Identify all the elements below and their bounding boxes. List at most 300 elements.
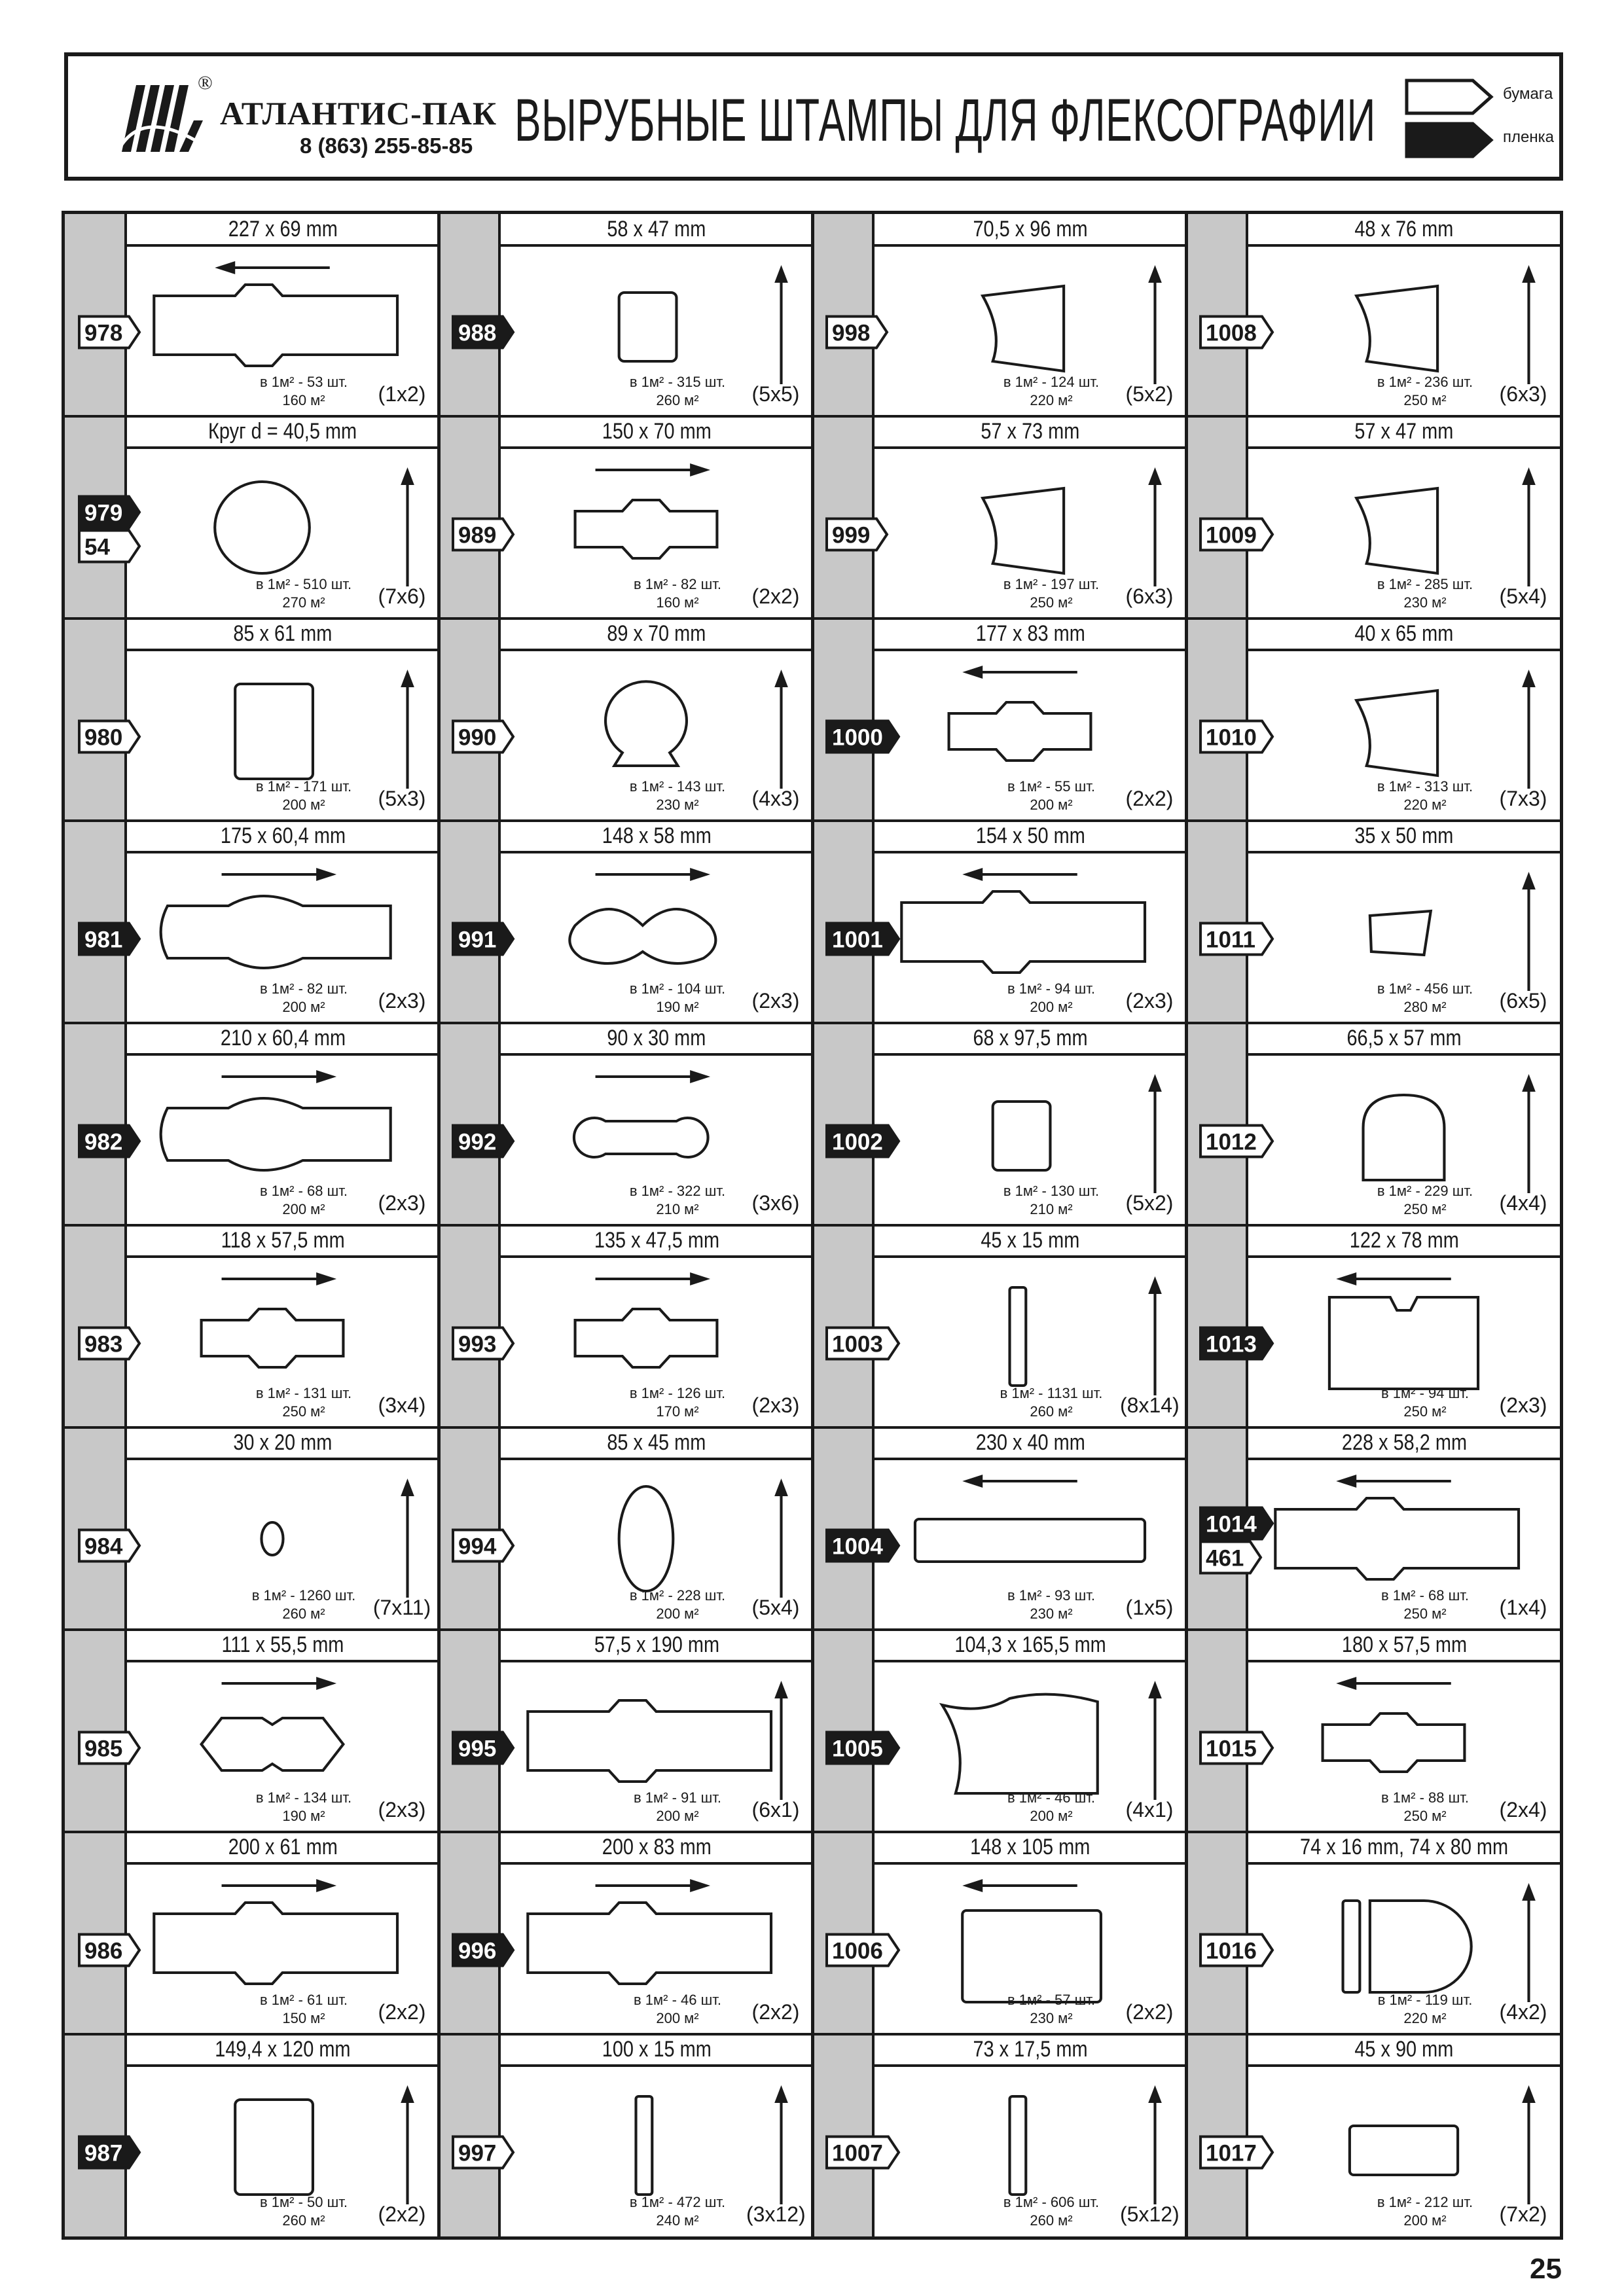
area-value: 250 м² (1403, 1201, 1447, 1217)
stamp-dimensions-text: 45 x 15 mm (981, 1228, 1080, 1253)
atlantis-pak-logo-icon (119, 81, 208, 154)
area-value: 200 м² (282, 797, 325, 813)
stamp-cell (65, 1427, 439, 1630)
yield-per-sqm: в 1м² - 46 шт. (633, 1992, 722, 2008)
stamp-layout: (3x12) (746, 2202, 806, 2226)
area-value: 230 м² (1030, 2010, 1073, 2026)
svg-text:1000: 1000 (832, 725, 883, 751)
svg-text:1011: 1011 (1206, 927, 1255, 953)
stamp-dimensions-text: Круг d = 40,5 mm (208, 419, 357, 444)
registered-mark: ® (198, 72, 213, 94)
svg-text:998: 998 (832, 320, 871, 346)
svg-text:989: 989 (458, 522, 497, 548)
direction-arrow-icon (401, 670, 414, 789)
stamp-dimensions (1248, 1225, 1560, 1258)
stamp-dimensions (875, 1832, 1186, 1865)
stamp-layout: (5x5) (751, 382, 800, 406)
stamp-cell (812, 619, 1186, 821)
stamp-cell (65, 821, 439, 1023)
area-value: 230 м² (1030, 1605, 1073, 1622)
stamp-layout: (2x2) (751, 584, 800, 608)
direction-arrow-icon (1148, 1074, 1162, 1193)
stamp-layout: (4x4) (1499, 1191, 1547, 1215)
stamp-cell (65, 1023, 439, 1225)
yield-per-sqm: в 1м² - 119 шт. (1377, 1992, 1473, 2008)
stamp-layout: (5x12) (1120, 2202, 1180, 2226)
yield-per-sqm: в 1м² - 53 шт. (259, 374, 348, 390)
stamp-cell (812, 821, 1186, 1023)
stamp-dimensions-text: 68 x 97,5 mm (973, 1026, 1088, 1050)
stamp-dimensions (127, 1427, 439, 1460)
stamp-yield (1356, 373, 1494, 410)
stamp-dimensions (127, 619, 439, 651)
stamp-yield (609, 373, 746, 410)
stamp-dimensions-text: 177 x 83 mm (975, 621, 1085, 646)
row-divider (65, 415, 439, 418)
row-divider (1186, 819, 1560, 822)
stamp-dimensions-text: 85 x 61 mm (233, 621, 333, 646)
row-divider (439, 415, 812, 418)
area-value: 250 м² (1403, 392, 1447, 408)
stamp-dimensions-text: 57 x 73 mm (981, 419, 1080, 444)
direction-arrow-icon (596, 1070, 711, 1083)
direction-arrow-icon (222, 1272, 337, 1285)
stamp-dimensions-text: 228 x 58,2 mm (1341, 1430, 1467, 1455)
stamp-dimensions-text: 104,3 x 165,5 mm (954, 1632, 1106, 1657)
stamp-dimensions (1248, 1832, 1560, 1865)
stamp-layout: (4x2) (1499, 2000, 1547, 2024)
stamp-dimensions (1248, 1023, 1560, 1056)
stamp-layout: (2x3) (378, 989, 426, 1013)
yield-per-sqm: в 1м² - 61 шт. (259, 1992, 348, 2008)
stamp-dimensions-text: 200 x 61 mm (228, 1835, 338, 1859)
stamp-layout: (1x5) (1125, 1596, 1174, 1619)
area-value: 210 м² (1030, 1201, 1073, 1217)
stamp-dimensions-text: 175 x 60,4 mm (220, 823, 346, 848)
stamp-yield (235, 980, 372, 1016)
stamp-dimensions-text: 118 x 57,5 mm (221, 1228, 345, 1253)
stamp-cell (812, 214, 1186, 416)
area-value: 160 м² (656, 594, 699, 611)
yield-per-sqm: в 1м² - 315 шт. (629, 374, 726, 390)
yield-per-sqm: в 1м² - 228 шт. (629, 1587, 726, 1604)
area-value: 190 м² (656, 999, 699, 1015)
area-value: 260 м² (1030, 2212, 1073, 2229)
stamp-yield (235, 2193, 372, 2230)
row-divider (439, 1426, 812, 1429)
area-value: 250 м² (1403, 1808, 1447, 1824)
yield-per-sqm: в 1м² - 88 шт. (1380, 1789, 1470, 1806)
direction-arrow-icon (962, 1879, 1077, 1892)
stamp-cell (65, 1630, 439, 1832)
area-value: 250 м² (1030, 594, 1073, 611)
stamp-cell (1186, 214, 1560, 416)
yield-per-sqm: в 1м² - 236 шт. (1377, 374, 1473, 390)
row-divider (65, 1628, 439, 1631)
direction-arrow-icon (1148, 265, 1162, 384)
stamp-yield (1356, 980, 1494, 1016)
stamp-layout: (7x2) (1499, 2202, 1547, 2226)
row-divider (812, 1224, 1186, 1227)
stamp-layout: (7x11) (372, 1596, 431, 1619)
svg-text:995: 995 (458, 1736, 497, 1762)
stamp-dimensions-text: 154 x 50 mm (975, 823, 1085, 848)
stamp-dimensions (1248, 1630, 1560, 1662)
stamp-yield (609, 778, 746, 814)
row-divider (65, 819, 439, 822)
yield-per-sqm: в 1м² - 472 шт. (629, 2194, 726, 2210)
stamp-yield (983, 980, 1120, 1016)
yield-per-sqm: в 1м² - 143 шт. (629, 778, 726, 795)
direction-arrow-icon (1148, 467, 1162, 586)
area-value: 270 м² (282, 594, 325, 611)
stamp-yield (983, 373, 1120, 410)
yield-per-sqm: в 1м² - 82 шт. (633, 576, 722, 592)
stamp-cell (439, 1630, 812, 1832)
stamp-yield (983, 1789, 1120, 1825)
stamp-dimensions (501, 1832, 812, 1865)
row-divider (812, 1426, 1186, 1429)
stamp-cell (439, 1832, 812, 2034)
stamp-layout: (2x2) (378, 2000, 426, 2024)
area-value: 240 м² (656, 2212, 699, 2229)
yield-per-sqm: в 1м² - 197 шт. (1003, 576, 1100, 592)
stamp-yield (983, 1991, 1120, 2028)
stamp-yield (1356, 1384, 1494, 1421)
stamp-dimensions (875, 214, 1186, 247)
stamp-dimensions (501, 2034, 812, 2067)
stamp-dimensions (501, 1225, 812, 1258)
stamp-cell (812, 416, 1186, 619)
svg-text:1015: 1015 (1206, 1736, 1257, 1762)
film-legend-icon (1405, 122, 1496, 158)
material-legend (1405, 76, 1562, 168)
stamp-yield (1356, 1587, 1494, 1623)
area-value: 260 м² (1030, 1403, 1073, 1420)
stamp-layout: (2x2) (751, 2000, 800, 2024)
stamp-dimensions-text: 122 x 78 mm (1349, 1228, 1459, 1253)
area-value: 210 м² (656, 1201, 699, 1217)
yield-per-sqm: в 1м² - 313 шт. (1377, 778, 1473, 795)
stamp-dimensions-text: 227 x 69 mm (228, 217, 338, 242)
legend-label-film: пленка (1503, 128, 1554, 146)
stamp-dimensions (501, 214, 812, 247)
svg-text:461: 461 (1206, 1545, 1244, 1571)
stamp-cell (1186, 1023, 1560, 1225)
stamp-dimensions-text: 30 x 20 mm (233, 1430, 333, 1455)
stamp-yield (235, 1384, 372, 1421)
stamp-dimensions-text: 148 x 58 mm (602, 823, 712, 848)
stamp-dimensions-text: 230 x 40 mm (975, 1430, 1085, 1455)
stamp-yield (609, 1384, 746, 1421)
stamp-layout: (5x4) (751, 1596, 800, 1619)
svg-text:984: 984 (84, 1534, 123, 1560)
svg-text:1012: 1012 (1206, 1129, 1257, 1155)
stamp-yield (1356, 575, 1494, 612)
column-divider (437, 214, 441, 2236)
stamp-layout: (2x2) (378, 2202, 426, 2226)
stamp-layout: (3x6) (751, 1191, 800, 1215)
yield-per-sqm: в 1м² - 124 шт. (1003, 374, 1100, 390)
direction-arrow-icon (222, 868, 337, 881)
row-divider (1186, 1628, 1560, 1631)
stamp-layout: (6x5) (1499, 989, 1547, 1013)
stamp-dimensions-text: 74 x 16 mm, 74 x 80 mm (1299, 1835, 1509, 1859)
direction-arrow-icon (774, 1479, 788, 1598)
yield-per-sqm: в 1м² - 68 шт. (259, 1183, 348, 1199)
direction-arrow-icon (222, 1879, 337, 1892)
stamp-cell (439, 2034, 812, 2236)
stamp-yield (235, 373, 372, 410)
stamp-layout: (2x3) (1125, 989, 1174, 1013)
row-divider (439, 819, 812, 822)
stamp-dimensions (1248, 416, 1560, 449)
row-divider (1186, 617, 1560, 620)
yield-per-sqm: в 1м² - 55 шт. (1007, 778, 1096, 795)
yield-per-sqm: в 1м² - 212 шт. (1377, 2194, 1473, 2210)
direction-arrow-icon (1522, 670, 1536, 789)
stamp-cell (1186, 619, 1560, 821)
row-divider (1186, 2033, 1560, 2036)
stamp-cell (439, 1225, 812, 1427)
yield-per-sqm: в 1м² - 134 шт. (255, 1789, 352, 1806)
svg-text:978: 978 (84, 320, 123, 346)
yield-per-sqm: в 1м² - 82 шт. (259, 980, 348, 997)
stamp-dimensions-text: 180 x 57,5 mm (1341, 1632, 1467, 1657)
stamp-cell (1186, 1225, 1560, 1427)
area-value: 200 м² (282, 999, 325, 1015)
row-divider (812, 819, 1186, 822)
svg-text:980: 980 (84, 725, 123, 751)
svg-text:1001: 1001 (832, 927, 883, 953)
stamp-dimensions (501, 1023, 812, 1056)
direction-arrow-icon (1336, 1272, 1451, 1285)
stamp-layout: (2x3) (751, 1393, 800, 1417)
row-divider (65, 1224, 439, 1227)
stamp-yield (609, 1587, 746, 1623)
stamp-yield (983, 778, 1120, 814)
stamp-cell (65, 619, 439, 821)
direction-arrow-icon (1522, 1883, 1536, 2002)
stamp-dimensions (127, 1832, 439, 1865)
svg-text:54: 54 (84, 534, 110, 560)
stamp-dimensions (1248, 821, 1560, 853)
stamp-dimensions-text: 40 x 65 mm (1354, 621, 1454, 646)
yield-per-sqm: в 1м² - 1260 шт. (251, 1587, 356, 1604)
svg-text:1005: 1005 (832, 1736, 883, 1762)
area-value: 190 м² (282, 1808, 325, 1824)
stamp-yield (235, 1587, 372, 1623)
svg-text:987: 987 (84, 2140, 123, 2166)
row-divider (812, 1628, 1186, 1631)
direction-arrow-icon (401, 2085, 414, 2204)
area-value: 230 м² (656, 797, 699, 813)
yield-per-sqm: в 1м² - 93 шт. (1007, 1587, 1096, 1604)
stamp-yield (609, 2193, 746, 2230)
stamp-yield (1356, 1991, 1494, 2028)
stamp-cell (65, 1832, 439, 2034)
direction-arrow-icon (962, 868, 1077, 881)
stamp-yield (1356, 1789, 1494, 1825)
stamp-layout: (2x2) (1125, 2000, 1174, 2024)
svg-text:1016: 1016 (1206, 1938, 1257, 1964)
yield-per-sqm: в 1м² - 130 шт. (1003, 1183, 1100, 1199)
svg-text:1007: 1007 (832, 2140, 883, 2166)
yield-per-sqm: в 1м² - 94 шт. (1380, 1385, 1470, 1401)
stamp-layout: (2x4) (1499, 1798, 1547, 1821)
stamp-dimensions (127, 1225, 439, 1258)
yield-per-sqm: в 1м² - 94 шт. (1007, 980, 1096, 997)
stamp-cell (1186, 1832, 1560, 2034)
row-divider (439, 1831, 812, 1833)
stamp-dimensions-text: 70,5 x 96 mm (973, 217, 1088, 242)
svg-text:986: 986 (84, 1938, 123, 1964)
stamp-catalog-grid (62, 211, 1563, 2240)
row-divider (812, 2033, 1186, 2036)
svg-text:990: 990 (458, 725, 497, 751)
stamp-layout: (4x1) (1125, 1798, 1174, 1821)
svg-text:982: 982 (84, 1129, 123, 1155)
stamp-dimensions-text: 35 x 50 mm (1354, 823, 1454, 848)
stamp-cell (812, 1225, 1186, 1427)
svg-text:994: 994 (458, 1534, 497, 1560)
row-divider (1186, 1224, 1560, 1227)
stamp-yield (983, 2193, 1120, 2230)
area-value: 170 м² (656, 1403, 699, 1420)
yield-per-sqm: в 1м² - 126 шт. (629, 1385, 726, 1401)
area-value: 220 м² (1403, 797, 1447, 813)
stamp-dimensions (127, 214, 439, 247)
stamp-yield (235, 1789, 372, 1825)
catalog-column (65, 214, 439, 2236)
stamp-yield (235, 1182, 372, 1219)
svg-text:1008: 1008 (1206, 320, 1257, 346)
stamp-cell (1186, 2034, 1560, 2236)
svg-text:1002: 1002 (832, 1129, 883, 1155)
stamp-cell (812, 1630, 1186, 1832)
row-divider (439, 617, 812, 620)
stamp-dimensions (127, 821, 439, 853)
svg-text:1013: 1013 (1206, 1331, 1257, 1357)
stamp-cell (439, 1427, 812, 1630)
yield-per-sqm: в 1м² - 50 шт. (259, 2194, 348, 2210)
stamp-dimensions-text: 149,4 x 120 mm (215, 2037, 351, 2062)
stamp-cell (1186, 1427, 1560, 1630)
row-divider (65, 1022, 439, 1024)
stamp-dimensions (875, 1630, 1186, 1662)
stamp-dimensions (127, 1630, 439, 1662)
stamp-cell (1186, 1630, 1560, 1832)
svg-text:996: 996 (458, 1938, 497, 1964)
direction-arrow-icon (1148, 1681, 1162, 1800)
area-value: 200 м² (1030, 999, 1073, 1015)
direction-arrow-icon (1336, 1475, 1451, 1488)
svg-text:988: 988 (458, 320, 497, 346)
svg-text:985: 985 (84, 1736, 123, 1762)
stamp-layout: (2x3) (378, 1191, 426, 1215)
stamp-layout: (1x2) (378, 382, 426, 406)
row-divider (812, 1831, 1186, 1833)
stamp-yield (235, 778, 372, 814)
legend-label-paper: бумага (1503, 85, 1553, 103)
stamp-cell (439, 821, 812, 1023)
page-title: ВЫРУБНЫЕ ШТАМПЫ ДЛЯ ФЛЕКСОГРАФИИ (514, 87, 1376, 154)
row-divider (65, 1426, 439, 1429)
row-divider (1186, 1831, 1560, 1833)
row-divider (812, 617, 1186, 620)
brand-name: АТЛАНТИС-ПАК (220, 95, 497, 132)
catalog-column (1186, 214, 1560, 2236)
stamp-layout: (5x3) (378, 787, 426, 810)
area-value: 160 м² (282, 392, 325, 408)
svg-text:1017: 1017 (1206, 2140, 1257, 2166)
stamp-dimensions (875, 821, 1186, 853)
stamp-dimensions (875, 1225, 1186, 1258)
direction-arrow-icon (1522, 872, 1536, 991)
row-divider (439, 1224, 812, 1227)
direction-arrow-icon (1522, 1074, 1536, 1193)
stamp-dimensions-text: 45 x 90 mm (1354, 2037, 1454, 2062)
svg-text:1006: 1006 (832, 1938, 883, 1964)
yield-per-sqm: в 1м² - 510 шт. (255, 576, 352, 592)
area-value: 260 м² (282, 1605, 325, 1622)
stamp-dimensions (1248, 214, 1560, 247)
row-divider (812, 415, 1186, 418)
stamp-yield (609, 1991, 746, 2028)
stamp-cell (439, 619, 812, 821)
stamp-dimensions (1248, 619, 1560, 651)
row-divider (439, 2033, 812, 2036)
stamp-dimensions (127, 1023, 439, 1056)
yield-per-sqm: в 1м² - 131 шт. (255, 1385, 352, 1401)
area-value: 250 м² (1403, 1403, 1447, 1420)
direction-arrow-icon (596, 463, 711, 476)
direction-arrow-icon (1336, 1677, 1451, 1690)
page-number: 25 (1530, 2253, 1562, 2285)
direction-arrow-icon (1522, 467, 1536, 586)
area-value: 220 м² (1030, 392, 1073, 408)
area-value: 200 м² (1030, 1808, 1073, 1824)
stamp-yield (983, 1182, 1120, 1219)
stamp-cell (439, 1023, 812, 1225)
column-divider (811, 214, 814, 2236)
yield-per-sqm: в 1м² - 322 шт. (629, 1183, 726, 1199)
stamp-layout: (5x2) (1125, 382, 1174, 406)
area-value: 200 м² (656, 1808, 699, 1824)
stamp-layout: (7x6) (378, 584, 426, 608)
phone-number: 8 (863) 255-85-85 (300, 134, 473, 158)
stamp-cell (65, 1225, 439, 1427)
stamp-dimensions-text: 100 x 15 mm (602, 2037, 712, 2062)
svg-text:997: 997 (458, 2140, 497, 2166)
stamp-layout: (3x4) (378, 1393, 426, 1417)
row-divider (439, 1022, 812, 1024)
page-header (64, 52, 1563, 181)
yield-per-sqm: в 1м² - 456 шт. (1377, 980, 1473, 997)
stamp-yield (609, 1789, 746, 1825)
direction-arrow-icon (596, 1272, 711, 1285)
stamp-yield (609, 575, 746, 612)
stamp-dimensions (501, 1630, 812, 1662)
direction-arrow-icon (401, 467, 414, 586)
stamp-yield (609, 980, 746, 1016)
stamp-dimensions-text: 85 x 45 mm (607, 1430, 706, 1455)
stamp-dimensions-text: 66,5 x 57 mm (1346, 1026, 1462, 1050)
direction-arrow-icon (962, 1475, 1077, 1488)
direction-arrow-icon (1148, 1276, 1162, 1395)
stamp-dimensions (1248, 2034, 1560, 2067)
direction-arrow-icon (774, 2085, 788, 2204)
